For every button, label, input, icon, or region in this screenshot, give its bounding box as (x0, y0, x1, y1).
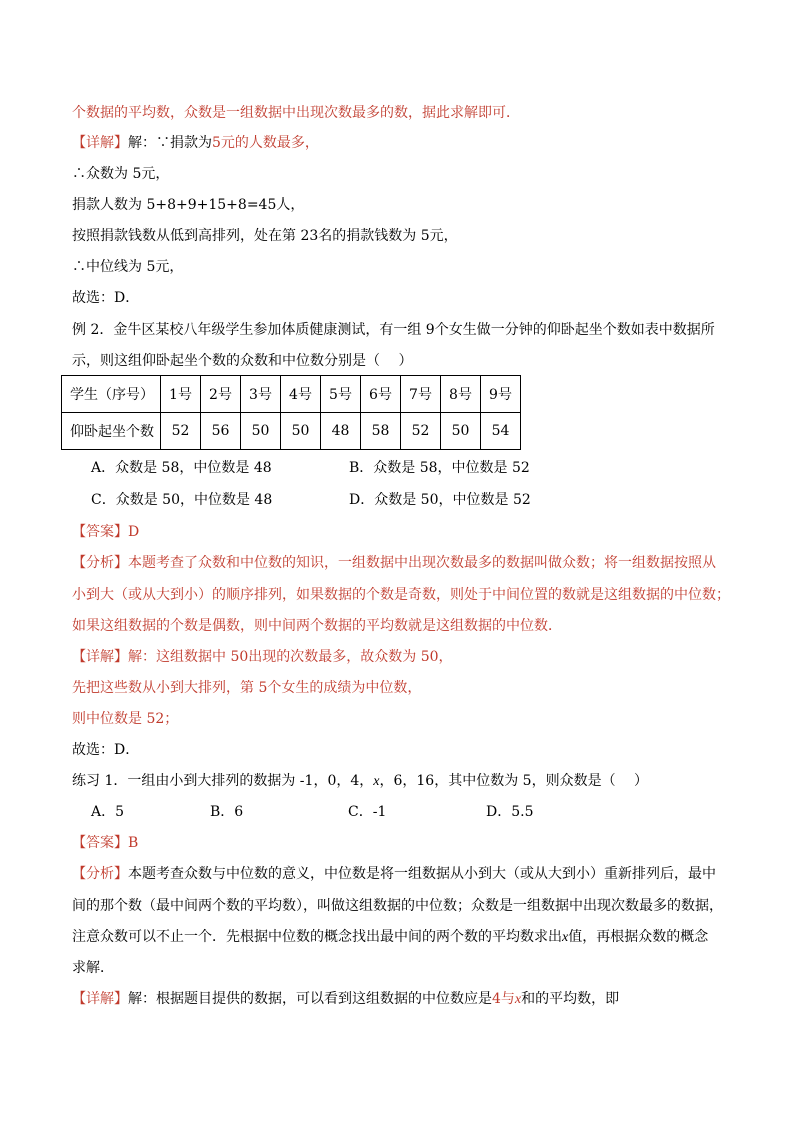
option-a: A．5 (91, 804, 125, 820)
analysis-line: 小到大（或从大到小）的顺序排列，如果数据的个数是奇数，则处于中间位置的数就是这组数据的中位数； (72, 587, 730, 603)
option-c: C．众数是 50，中位数是 48 (91, 492, 273, 508)
text-line: ∴众数为 5元， (72, 166, 170, 182)
table-cell: 9号 (481, 376, 521, 413)
detail-line: 【详解】解：根据题目提供的数据，可以看到这组数据的中位数应是4与x和的平均数，即 (72, 991, 620, 1007)
detail-line: 【详解】解：这组数据中 50出现的次数最多，故众数为 50， (72, 649, 453, 665)
table-cell: 4号 (281, 376, 321, 413)
question-text: 练习 1．一组由小到大排列的数据为 -1，0，4，x，6，16，其中位数为 5，则众数是（ ） (72, 773, 649, 789)
analysis-line: 如果这组数据的个数是偶数，则中间两个数据的平均数就是这组数据的中位数． (72, 618, 562, 634)
analysis-line: 间的那个数（最中间两个数的平均数），叫做这组数据的中位数；众数是一组数据中出现次数最多的数据， (72, 898, 723, 914)
option-b: B．6 (210, 804, 244, 820)
option-c: C．-1 (348, 804, 387, 820)
table-header-label: 学生（序号） (62, 376, 161, 413)
answer-line: 【答案】D (72, 524, 140, 540)
detail-line: 故选：D． (72, 742, 140, 758)
text-line: 故选：D． (72, 290, 140, 306)
detail-line: 则中位数是 52； (72, 711, 179, 727)
table-row (62, 376, 521, 413)
section-tag: 【详解】 (72, 135, 128, 151)
table-cell: 50 (281, 413, 321, 450)
detail-line: 先把这些数从小到大排列，第 5个女生的成绩为中位数， (72, 680, 422, 696)
text-line: 【详解】解：∵捐款为5元的人数最多， (72, 135, 319, 151)
text-line: 按照捐款钱数从低到高排列，处在第 23名的捐款钱数为 5元， (72, 228, 458, 244)
analysis-line: 注意众数可以不止一个．先根据中位数的概念找出最中间的两个数的平均数求出x值，再根据众数的概念 (72, 929, 709, 945)
table-cell: 2号 (201, 376, 241, 413)
table-row (62, 413, 521, 450)
option-d: D．5.5 (486, 804, 534, 820)
text-line: 个数据的平均数，众数是一组数据中出现次数最多的数，据此求解即可． (72, 105, 520, 121)
table-cell: 1号 (161, 376, 201, 413)
analysis-line: 求解． (72, 960, 114, 976)
table-cell: 52 (161, 413, 201, 450)
question-text: 示，则这组仰卧起坐个数的众数和中位数分别是（ ） (72, 353, 413, 369)
question-text: 例 2．金牛区某校八年级学生参加体质健康测试，有一组 9个女生做一分钟的仰卧起坐个数如表中数据所 (72, 322, 715, 338)
text-line: ∴中位线为 5元， (72, 259, 184, 275)
table-row-label: 仰卧起坐个数 (62, 413, 161, 450)
text-line: 捐款人数为 5+8+9+15+8=45人， (72, 197, 305, 213)
table-cell: 7号 (401, 376, 441, 413)
option-d: D．众数是 50，中位数是 52 (349, 492, 531, 508)
table-cell: 3号 (241, 376, 281, 413)
data-table (61, 375, 521, 450)
analysis-line: 【分析】本题考查了众数和中位数的知识，一组数据中出现次数最多的数据叫做众数；将一组数据按照从 (72, 555, 716, 571)
table-cell: 50 (241, 413, 281, 450)
table-cell: 56 (201, 413, 241, 450)
table-cell: 48 (321, 413, 361, 450)
table-cell: 8号 (441, 376, 481, 413)
table-cell: 5号 (321, 376, 361, 413)
analysis-line: 【分析】本题考查众数与中位数的意义，中位数是将一组数据从小到大（或从大到小）重新排列后，最中 (72, 866, 716, 882)
table-cell: 54 (481, 413, 521, 450)
answer-line: 【答案】B (72, 835, 139, 851)
option-a: A．众数是 58，中位数是 48 (91, 460, 272, 476)
table-cell: 6号 (361, 376, 401, 413)
table-cell: 58 (361, 413, 401, 450)
table-cell: 52 (401, 413, 441, 450)
option-b: B．众数是 58，中位数是 52 (349, 460, 530, 476)
table-cell: 50 (441, 413, 481, 450)
